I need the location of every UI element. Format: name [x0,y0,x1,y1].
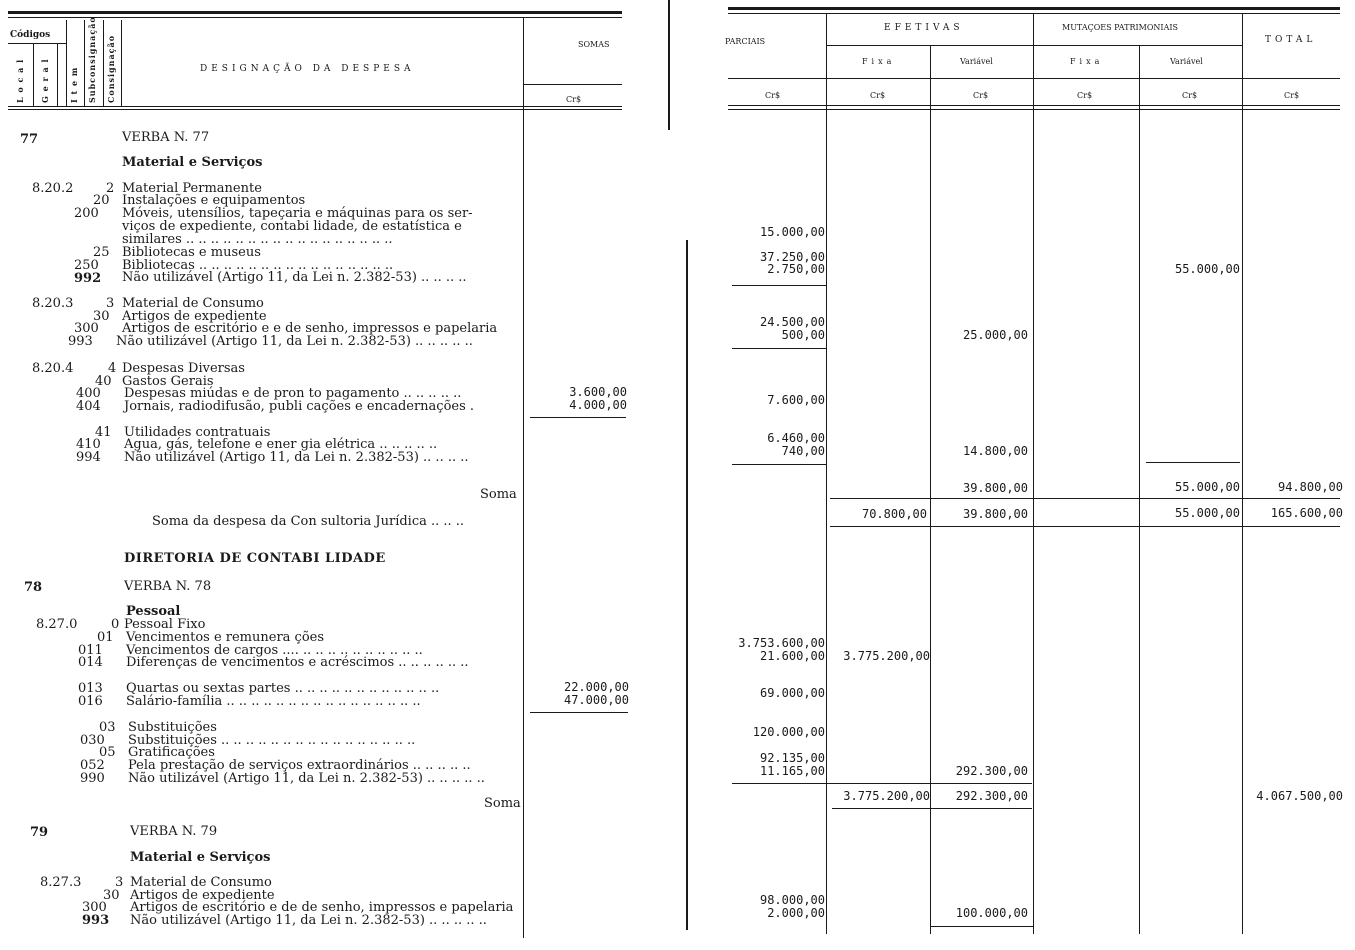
sum-rule [732,348,826,349]
sum-rule [830,526,1340,527]
row-sub: 20 [93,193,110,208]
row-code: 8.20.2 [32,181,74,196]
row-code: 410 [76,437,101,452]
fixa-header: Fixa [862,57,896,66]
efetiva-variavel-value: 25.000,00 [962,328,1028,342]
currency-label: Cr$ [973,91,989,100]
col-sep [66,20,67,106]
currency-label: Cr$ [1077,91,1093,100]
row-sub: 25 [93,245,110,260]
row-code: 200 [74,206,99,221]
row-code: 993 [82,913,110,928]
col-sep [84,20,85,106]
row-text: viços de expediente, contabi lidade, de estatística e [122,219,462,234]
top-rule-thin [8,17,622,18]
parcial-value: 92.135,00 [759,751,825,765]
col-subconsignacao-header: Subconsignação [87,16,97,103]
row-code: 013 [78,681,103,696]
sum-rule [732,783,1032,784]
row-code: 400 [76,386,101,401]
mutacao-variavel-value: 55.000,00 [1174,262,1240,276]
row-text: Material de Consumo [122,296,264,311]
row-code: 77 [20,132,39,147]
section-heading: Material e Serviços [122,155,263,170]
row-sub: 2 [106,181,115,196]
parcial-value: 500,00 [781,328,825,342]
col-sep [930,45,931,934]
header-bottom-rule [728,105,1340,106]
sum-rule [732,464,826,465]
soma-label: Soma [484,796,521,811]
soma-total-label: Soma da despesa da Con sultoria Jurídica .. .. .. [152,514,465,529]
row-code: 992 [74,271,102,286]
row-text: Agua, gás, telefone e ener gia elétrica .. .. .. .. .. [124,437,438,452]
sum-rule [832,808,1032,809]
row-text: Pessoal Fixo [124,617,206,632]
row-code: 016 [78,694,103,709]
header-bottom-rule-2 [728,109,1340,110]
mutacoes-header: MUTAÇOES PATRIMONIAIS [1062,23,1178,32]
parciais-header: PARCIAIS [725,37,766,46]
top-rule [728,7,1340,10]
parcial-value: 98.000,00 [759,893,825,907]
gutter-line [668,0,670,130]
row-text: Artigos de escritório e e de senho, impressos e papelaria [122,321,498,336]
row-code: 8.20.4 [32,361,74,376]
efetiva-variavel-value: 39.800,00 [962,507,1028,521]
row-text: similares .. .. .. .. .. .. .. .. .. .. .. .. .. .. .. .. .. [122,232,393,247]
parcial-value: 2.000,00 [767,906,825,920]
parcial-value: 6.460,00 [767,431,825,445]
gutter-line [686,240,688,930]
row-code: 993 [68,334,93,349]
parcial-value: 37.250,00 [759,250,825,264]
soma-value: 3.600,00 [569,385,627,399]
variavel2-header: Variável [1170,57,1203,66]
efetiva-fixa-value: 3.775.200,00 [843,649,930,663]
row-text: Bibliotecas e museus [122,245,261,260]
col-sep [57,43,58,106]
col-geral-header: G e r a l [40,58,50,103]
row-text: Gastos Gerais [122,374,214,389]
somas-rule [524,84,622,85]
fixa2-header: Fixa [1070,57,1104,66]
efetiva-variavel-value: 100.000,00 [955,906,1028,920]
verba-heading: VERBA N. 78 [124,579,212,594]
row-text: Não utilizável (Artigo 11, da Lei n. 2.382-53) .. .. .. .. [122,270,467,285]
header-bottom-rule [8,106,622,107]
sum-rule [930,926,1033,927]
row-text: Vencimentos de cargos .... .. .. .. .. .. .. .. .. .. .. [126,643,423,658]
row-text: Utilidades contratuais [124,425,271,440]
header-bottom-rule-2 [8,109,622,110]
mutacao-variavel-value: 55.000,00 [1174,480,1240,494]
row-text: Artigos de expediente [122,309,267,324]
row-text: Artigos de escritório e de de senho, impressos e papelaria [130,900,514,915]
designacao-header: DESIGNAÇÃO DA DESPESA [200,64,415,74]
parcial-value: 2.750,00 [767,262,825,276]
col-sep [121,20,122,106]
parcial-value: 24.500,00 [759,315,825,329]
efetiva-variavel-value: 14.800,00 [962,444,1028,458]
total-value: 165.600,00 [1270,506,1343,520]
row-code: 990 [80,771,105,786]
row-code: 79 [30,825,49,840]
row-text: Quartas ou sextas partes .. .. .. .. .. .. .. .. .. .. .. .. [126,681,440,696]
row-text: Móveis, utensílios, tapeçaria e máquinas para os ser- [122,206,473,221]
parcial-value: 3.753.600,00 [738,636,825,650]
efetiva-variavel-value: 39.800,00 [962,481,1028,495]
parcial-value: 7.600,00 [767,393,825,407]
row-text: Artigos de expediente [130,888,275,903]
somas-currency: Cr$ [566,95,582,104]
soma-rule [530,417,626,418]
efetiva-variavel-value: 292.300,00 [955,789,1028,803]
parcial-value: 740,00 [781,444,825,458]
efetiva-variavel-value: 292.300,00 [955,764,1028,778]
row-text: Não utilizável (Artigo 11, da Lei n. 2.382-53) .. .. .. .. [124,450,469,465]
row-sub: 41 [95,425,112,440]
verba-heading: VERBA N. 77 [122,130,210,145]
efetivas-header: EFETIVAS [884,23,964,33]
parcial-value: 15.000,00 [759,225,825,239]
row-sub: 30 [103,888,120,903]
row-text: Despesas Diversas [122,361,245,376]
currency-label: Cr$ [765,91,781,100]
sum-rule [1146,462,1240,463]
currency-label: Cr$ [1182,91,1198,100]
col-sep [826,14,827,934]
row-sub: 05 [99,745,116,760]
parcial-value: 21.600,00 [759,649,825,663]
row-text: Pela prestação de serviços extraordinários .. .. .. .. .. [128,758,471,773]
row-text: Despesas miúdas e de pron to pagamento .. .. .. .. .. [124,386,462,401]
row-code: 300 [82,900,107,915]
row-sub: 0 [111,617,120,632]
currency-label: Cr$ [1284,91,1300,100]
row-text: Vencimentos e remunera ções [126,630,325,645]
col-sep [1242,14,1243,934]
row-code: 014 [78,655,103,670]
verba-heading: VERBA N. 79 [130,824,218,839]
col-item-header: I t e m [69,66,79,103]
row-text: Não utilizável (Artigo 11, da Lei n. 2.382-53) .. .. .. .. .. [116,334,473,349]
row-sub: 40 [95,374,112,389]
row-code: 78 [24,580,43,595]
section-heading: Pessoal [126,604,181,619]
total-header: TOTAL [1265,35,1317,45]
parcial-value: 120.000,00 [752,725,825,739]
subheader-rule-2 [728,78,1340,79]
soma-value: 4.000,00 [569,398,627,412]
row-text: Salário-família .. .. .. .. .. .. .. .. .. .. .. .. .. .. .. .. [126,694,421,709]
efetiva-fixa-value: 3.775.200,00 [843,789,930,803]
row-text: Substituições [128,720,217,735]
sum-rule [830,498,1340,499]
row-code: 8.27.0 [36,617,78,632]
parcial-value: 11.165,00 [759,764,825,778]
row-text: Não utilizável (Artigo 11, da Lei n. 2.382-53) .. .. .. .. .. [128,771,485,786]
total-value: 4.067.500,00 [1256,789,1343,803]
row-code: 030 [80,733,105,748]
row-text: Não utilizável (Artigo 11, da Lei n. 2.382-53) .. .. .. .. .. [130,913,487,928]
col-sep [33,43,34,106]
row-text: Gratificações [128,745,215,760]
row-code: 404 [76,399,101,414]
row-sub: 4 [108,361,117,376]
top-rule [8,11,622,14]
currency-label: Cr$ [870,91,886,100]
sum-rule [732,285,826,286]
row-text: Diferenças de vencimentos e acréscimos .. .. .. .. .. .. [126,655,469,670]
row-sub: 3 [115,875,124,890]
row-code: 300 [74,321,99,336]
col-consignacao-header: Consignação [106,34,116,103]
row-text: Bibliotecas .. .. .. .. .. .. .. .. .. .. .. .. .. .. .. .. [122,258,394,273]
row-sub: 3 [106,296,115,311]
total-value: 94.800,00 [1277,480,1343,494]
somas-header: SOMAS [578,40,610,49]
row-sub: 30 [93,309,110,324]
row-code: 994 [76,450,101,465]
row-text: Material de Consumo [130,875,272,890]
efetiva-fixa-value: 70.800,00 [861,507,927,521]
row-code: 250 [74,258,99,273]
soma-rule [530,712,628,713]
col-sep [103,20,104,106]
row-text: Material Permanente [122,181,262,196]
mutacao-variavel-value: 55.000,00 [1174,506,1240,520]
row-text: Jornais, radiodifusão, publi cações e encadernações . [124,399,475,414]
row-code: 052 [80,758,105,773]
parcial-value: 69.000,00 [759,686,825,700]
soma-value: 22.000,00 [563,680,629,694]
department-heading: DIRETORIA DE CONTABI LIDADE [124,551,386,566]
variavel-header: Variável [960,57,993,66]
col-sep [1033,14,1034,934]
row-code: 011 [78,643,103,658]
row-code: 8.20.3 [32,296,74,311]
row-code: 8.27.3 [40,875,82,890]
row-sub: 01 [97,630,114,645]
top-rule-thin [728,13,1340,14]
soma-value: 47.000,00 [563,693,629,707]
somas-sep [523,18,524,938]
col-local-header: L o c a l [15,58,25,103]
row-sub: 03 [99,720,116,735]
row-text: Instalações e equipamentos [122,193,306,208]
subheader-rule [826,45,1242,46]
codigos-label: Códigos [10,30,51,40]
col-sep [1139,45,1140,934]
soma-label: Soma [480,487,517,502]
row-text: Substituições .. .. .. .. .. .. .. .. .. .. .. .. .. .. .. .. [128,733,416,748]
section-heading: Material e Serviços [130,850,271,865]
